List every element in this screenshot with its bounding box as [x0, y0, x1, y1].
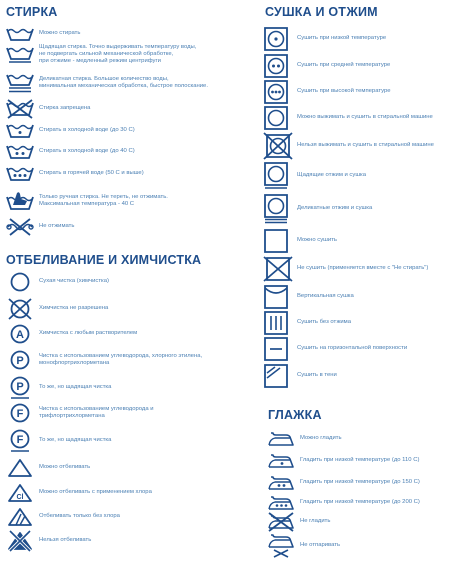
flat-dry-icon	[263, 337, 297, 361]
svg-text:Cl: Cl	[16, 494, 24, 501]
item-text: Сушить при низкой температуре	[297, 35, 387, 42]
item-text: Можно стирать	[39, 30, 81, 37]
iron-low-icon	[266, 452, 300, 470]
dry-clean-icon	[5, 272, 39, 292]
list-item	[5, 507, 219, 527]
ironing-title: ГЛАЖКА	[268, 408, 322, 422]
item-text: Можно отбеливать с применением хлора	[39, 489, 152, 496]
no-steam-icon	[266, 534, 300, 558]
iron-icon	[266, 430, 300, 448]
item-text: Нельзя выжимать и сушить в стиральной машине	[297, 142, 434, 149]
dry-clean-a-icon	[5, 324, 39, 344]
list-item	[266, 452, 450, 470]
item-text: Можно отбеливать	[39, 464, 91, 471]
wash-tub-gentle-icon	[5, 45, 39, 65]
dry-clean-f-gentle-icon	[5, 429, 39, 453]
item-text: Не сушить (применяется вместе с "Не стирать")	[297, 265, 429, 272]
drip-dry-icon	[263, 311, 297, 335]
list-item	[266, 430, 450, 448]
list-item	[5, 272, 219, 292]
list-item	[263, 162, 447, 190]
no-iron-icon	[266, 512, 300, 532]
list-item	[5, 530, 219, 552]
list-item	[263, 80, 447, 104]
drying-title: СУШКА И ОТЖИМ	[265, 5, 378, 19]
wash-30-icon	[5, 122, 39, 140]
item-text: Вертикальная сушка	[297, 293, 354, 300]
list-item	[5, 429, 219, 453]
list-item	[263, 337, 447, 361]
dry-clean-p-icon	[5, 350, 39, 370]
item-text: Стирать в горячей воде (50 С и выше)	[39, 170, 144, 177]
list-item	[5, 44, 219, 66]
iron-high-icon	[266, 494, 300, 512]
list-item	[266, 494, 450, 512]
item-text: Деликатные отжим и сушка	[297, 205, 373, 212]
wash-40-icon	[5, 143, 39, 161]
svg-text:F: F	[16, 434, 24, 446]
item-text: Только ручная стирка. Не тереть, не отжимать. Максимальная температура - 40 С	[39, 193, 168, 207]
svg-text:F: F	[16, 408, 24, 420]
svg-text:P: P	[16, 355, 24, 367]
list-item	[5, 26, 219, 42]
list-item	[263, 132, 447, 160]
list-item	[263, 364, 447, 388]
list-item	[263, 229, 447, 253]
item-text: Можно гладить	[300, 435, 342, 442]
wash-crossed-icon	[5, 99, 39, 119]
no-tumble-dry-icon	[263, 132, 297, 160]
item-text: Щадящие отжим и сушка	[297, 172, 367, 179]
item-text: Чистка с использованием углеводорода и трифлортрихлорметана	[39, 405, 154, 419]
list-item	[263, 311, 447, 335]
bleach-title: ОТБЕЛИВАНИЕ И ХИМЧИСТКА	[6, 253, 202, 267]
dry-clean-p-gentle-icon	[5, 376, 39, 400]
item-text: Стирать в холодной воде (до 40 С)	[39, 148, 135, 155]
no-dry-clean-icon	[5, 298, 39, 320]
item-text: Нельзя отбеливать	[39, 537, 92, 544]
item-text: Сухая чистка (химчистка)	[39, 278, 109, 285]
list-item	[5, 376, 219, 400]
item-text: То же, но щадящая чистка	[39, 437, 112, 444]
item-text: Сушить в тени	[297, 372, 337, 379]
list-item	[5, 165, 219, 183]
no-dry-icon	[263, 256, 297, 282]
list-item	[266, 534, 450, 558]
wash-hot-icon	[5, 165, 39, 183]
list-item	[5, 483, 219, 503]
bleach-no-chlorine-icon	[5, 507, 39, 527]
list-item	[266, 474, 450, 492]
item-text: Не гладить	[300, 518, 331, 525]
list-item	[5, 99, 219, 119]
list-item	[263, 194, 447, 224]
item-text: Можно выжимать и сушить в стиральной машине	[297, 114, 433, 121]
item-text: Не отжимать	[39, 223, 75, 230]
iron-medium-icon	[266, 474, 300, 492]
bleach-chlorine-icon	[5, 483, 39, 503]
item-text: Можно сушить	[297, 237, 337, 244]
list-item	[263, 54, 447, 78]
list-item	[263, 285, 447, 309]
list-item	[263, 27, 447, 51]
list-item	[5, 324, 219, 344]
item-text: Сушить без отжима	[297, 319, 352, 326]
item-text: Гладить при низкой температуре (до 150 С)	[300, 479, 420, 486]
item-text: Не отпаривать	[300, 542, 341, 549]
wash-tub-delicate-icon	[5, 72, 39, 94]
shade-dry-icon	[263, 364, 297, 388]
item-text: Сушить при высокой температуре	[297, 88, 391, 95]
svg-text:A: A	[16, 329, 24, 341]
tumble-low-icon	[263, 27, 297, 51]
no-wring-icon	[5, 218, 39, 236]
tumble-dry-icon	[263, 106, 297, 130]
dry-clean-f-icon	[5, 403, 39, 423]
item-text: Отбеливать только без хлора	[39, 513, 120, 520]
item-text: Гладить при низкой температуре (до 200 С)	[300, 499, 420, 506]
list-item	[5, 403, 219, 423]
item-text: Сушить при средней температуре	[297, 62, 391, 69]
list-item	[5, 191, 219, 211]
item-text: Химчистка не разрешена	[39, 305, 109, 312]
list-item	[5, 298, 219, 320]
dry-square-icon	[263, 229, 297, 253]
item-text: Чистка с использованием углеводорода, хлорного этилена, монофлортрихлорметана	[39, 352, 203, 366]
list-item	[5, 122, 219, 140]
item-text: Химчистка с любым растворителем	[39, 330, 138, 337]
tumble-gentle-icon	[263, 162, 297, 190]
list-item	[5, 350, 219, 370]
line-dry-icon	[263, 285, 297, 309]
list-item	[5, 143, 219, 161]
item-text: Деликатная стирка. Большое количество воды, минимальная механическая обработка, быстрое полоскание.	[39, 75, 208, 89]
item-text: Стирать в холодной воде (до 30 С)	[39, 127, 135, 134]
washing-title: СТИРКА	[6, 5, 58, 19]
item-text: Сушить на горизонтальной поверхности	[297, 345, 408, 352]
bleach-icon	[5, 458, 39, 478]
tumble-delicate-icon	[263, 194, 297, 224]
hand-wash-icon	[5, 191, 39, 211]
list-item	[263, 256, 447, 282]
item-text: То же, но щадящая чистка	[39, 384, 112, 391]
item-text: Стирка запрещена	[39, 105, 91, 112]
item-text: Щадящая стирка. Точно выдерживать температуру воды, не подвергать сильной механической обработке, при отжиме - медленный режим центрифуги	[39, 44, 197, 65]
list-item	[5, 458, 219, 478]
tumble-high-icon	[263, 80, 297, 104]
list-item	[263, 106, 447, 130]
svg-text:P: P	[16, 381, 24, 393]
list-item	[266, 512, 450, 532]
item-text: Гладить при низкой температуре (до 110 С)	[300, 457, 420, 464]
no-bleach-icon	[5, 530, 39, 552]
list-item	[5, 218, 219, 236]
tumble-medium-icon	[263, 54, 297, 78]
list-item	[5, 72, 219, 94]
wash-tub-icon	[5, 26, 39, 42]
